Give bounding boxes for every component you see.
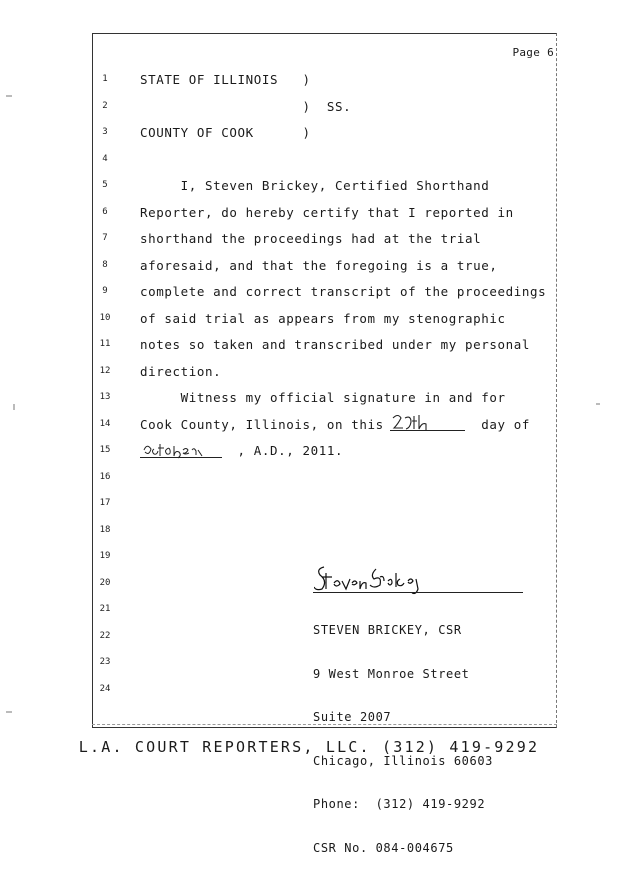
reporter-name: STEVEN BRICKEY, CSR — [313, 623, 462, 637]
line-number: 18 — [99, 524, 111, 535]
line-number: 1 — [102, 74, 108, 84]
transcript-line-text: Reporter, do hereby certify that I reported in — [140, 204, 514, 220]
transcript-line-text: ) SS. — [140, 98, 352, 114]
line-number: 14 — [99, 418, 111, 429]
transcript-line-text: notes so taken and transcribed under my personal — [140, 337, 531, 352]
line-number: 6 — [102, 206, 108, 217]
line-number: 8 — [102, 259, 108, 270]
transcript-line-text: I, Steven Brickey, Certified Shorthand — [140, 178, 490, 193]
line-number: 24 — [99, 683, 111, 694]
footer-company: L.A. COURT REPORTERS, LLC. (312) 419-9292 — [78, 738, 540, 756]
line-number: 23 — [99, 657, 111, 667]
reporter-city: Chicago, Illinois 60603 — [313, 753, 493, 768]
line-number: 3 — [102, 127, 108, 137]
line-number: 13 — [99, 392, 111, 402]
line-number: 2 — [102, 100, 108, 111]
line-number: 4 — [102, 153, 108, 164]
page-number-label: Page 6 — [512, 46, 554, 59]
transcript-line-text: shorthand the proceedings had at the trial — [140, 231, 482, 246]
line-number: 20 — [99, 577, 111, 588]
line-number: 15 — [99, 445, 111, 455]
line-number: 7 — [102, 233, 108, 243]
transcript-line-text: aforesaid, and that the foregoing is a true, — [140, 257, 498, 273]
reporter-street: 9 West Monroe Street — [313, 666, 470, 681]
line-number: 9 — [102, 286, 108, 296]
line-number: 12 — [99, 365, 111, 376]
transcript-line-text: Cook County, Illinois, on this day of — [140, 416, 531, 432]
transcript-line-text: of said trial as appears from my stenographic — [140, 310, 506, 326]
reporter-csr-number: CSR No. 084-004675 — [313, 840, 454, 855]
transcript-line-text: complete and correct transcript of the proceedings — [140, 284, 547, 299]
transcript-line-text: STATE OF ILLINOIS ) — [140, 72, 311, 87]
transcript-line-text: Witness my official signature in and for — [140, 390, 506, 405]
line-number: 22 — [99, 630, 111, 641]
line-number: 17 — [99, 498, 111, 508]
line-number: 11 — [99, 339, 111, 349]
line-number: 16 — [99, 471, 111, 482]
reporter-phone: Phone: (312) 419-9292 — [313, 797, 486, 811]
line-number: 19 — [99, 551, 111, 561]
line-number: 5 — [102, 180, 108, 190]
reporter-suite: Suite 2007 — [313, 710, 392, 724]
transcript-line-text: COUNTY OF COOK ) — [140, 125, 311, 140]
line-number: 21 — [99, 604, 111, 614]
transcript-line-text: , A.D., 2011. — [140, 443, 344, 458]
transcript-line-text: direction. — [140, 363, 222, 379]
line-number: 10 — [99, 312, 111, 323]
